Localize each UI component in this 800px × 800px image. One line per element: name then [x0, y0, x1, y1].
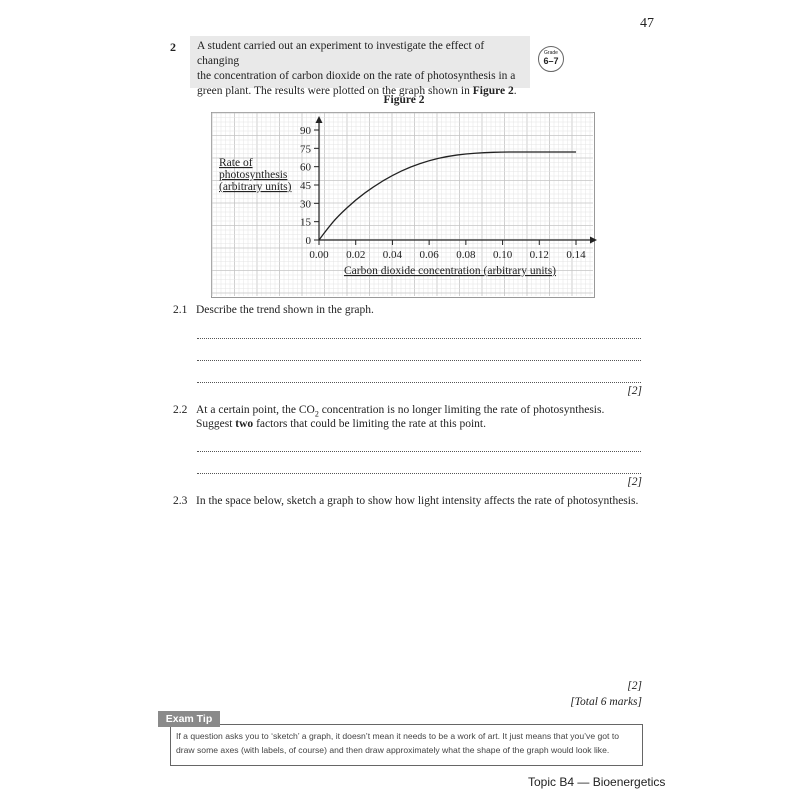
intro-line-3: green plant. The results were plotted on the graph shown in [197, 85, 473, 97]
x-axis-arrow [590, 237, 597, 244]
page-footer: Topic B4 — Bioenergetics [528, 775, 666, 789]
y-tick-label: 45 [300, 180, 311, 192]
intro-bold: Figure 2 [472, 85, 514, 97]
figure-title: Figure 2 [383, 94, 425, 106]
answer-line[interactable] [197, 472, 641, 474]
y-tick-label: 0 [305, 235, 311, 247]
question-number: 2 [170, 40, 176, 54]
exam-tip-label: Exam Tip [158, 711, 220, 727]
y-tick-label: 90 [300, 125, 311, 137]
sketch-area[interactable] [196, 515, 642, 675]
q2-2-text [196, 404, 646, 430]
q2-2-line2b: factors that could be limiting the rate at this point. [253, 418, 487, 431]
y-tick-label: 60 [300, 161, 311, 174]
page-number: 47 [640, 16, 654, 31]
q2-2-line1b: concentration is no longer limiting the rate of photosynthesis. [318, 404, 605, 416]
x-tick-label: 0.12 [529, 249, 549, 261]
total-marks: [Total 6 marks] [570, 696, 642, 708]
co2-subscript: 2 [314, 409, 319, 419]
q2-1-number: 2.1 [173, 304, 188, 316]
answer-line[interactable] [197, 337, 641, 339]
q2-2-number: 2.2 [173, 404, 188, 416]
q2-1-marks: [2] [627, 385, 642, 397]
answer-line[interactable] [197, 450, 641, 452]
q2-2-marks: [2] [627, 476, 642, 488]
y-tick-label: 75 [300, 143, 311, 156]
x-tick-label: 0.00 [309, 249, 329, 261]
q2-1-text: Describe the trend shown in the graph. [196, 304, 374, 316]
y-axis-label: photosynthesis [219, 169, 288, 181]
q2-2-line2a: Suggest [196, 418, 236, 431]
y-axis-arrow [316, 116, 323, 123]
answer-line[interactable] [197, 359, 641, 361]
q2-3-text: In the space below, sketch a graph to show how light intensity affects the rate of photosynthesis. [196, 495, 639, 507]
x-tick-label: 0.10 [492, 249, 513, 261]
grade-value: 6–7 [543, 56, 559, 66]
intro-end: . [513, 85, 517, 97]
q2-3-number: 2.3 [173, 495, 188, 507]
q2-2-line1a: At a certain point, the CO [196, 404, 315, 416]
y-axis-label: Rate of [219, 157, 253, 169]
answer-line[interactable] [197, 381, 641, 383]
x-tick-label: 0.02 [346, 249, 366, 261]
y-axis-label: (arbitrary units) [219, 181, 292, 193]
y-tick-label: 30 [300, 198, 311, 211]
x-tick-label: 0.08 [456, 249, 476, 261]
exam-tip-text: If a question asks you to ‘sketch’ a graph, it doesn’t mean it needs to be a work of art. It just means that you’ve got to draw some axes (with labels, of course) and then draw approximately what the shape of the graph would look like. [176, 731, 619, 755]
intro-line-2: the concentration of carbon dioxide on the rate of photosynthesis in a [197, 70, 516, 82]
grade-label: Grade [544, 50, 558, 56]
x-tick-label: 0.14 [566, 249, 586, 261]
q2-2-bold: two [235, 418, 254, 431]
intro-line-1: A student carried out an experiment to investigate the effect of changing [197, 40, 485, 67]
y-tick-label: 15 [300, 216, 311, 229]
x-tick-label: 0.06 [419, 249, 439, 261]
data-series-line [319, 152, 576, 240]
q2-3-marks: [2] [627, 680, 642, 692]
x-tick-label: 0.04 [382, 249, 403, 261]
x-axis-label: Carbon dioxide concentration (arbitrary units) [343, 265, 557, 277]
